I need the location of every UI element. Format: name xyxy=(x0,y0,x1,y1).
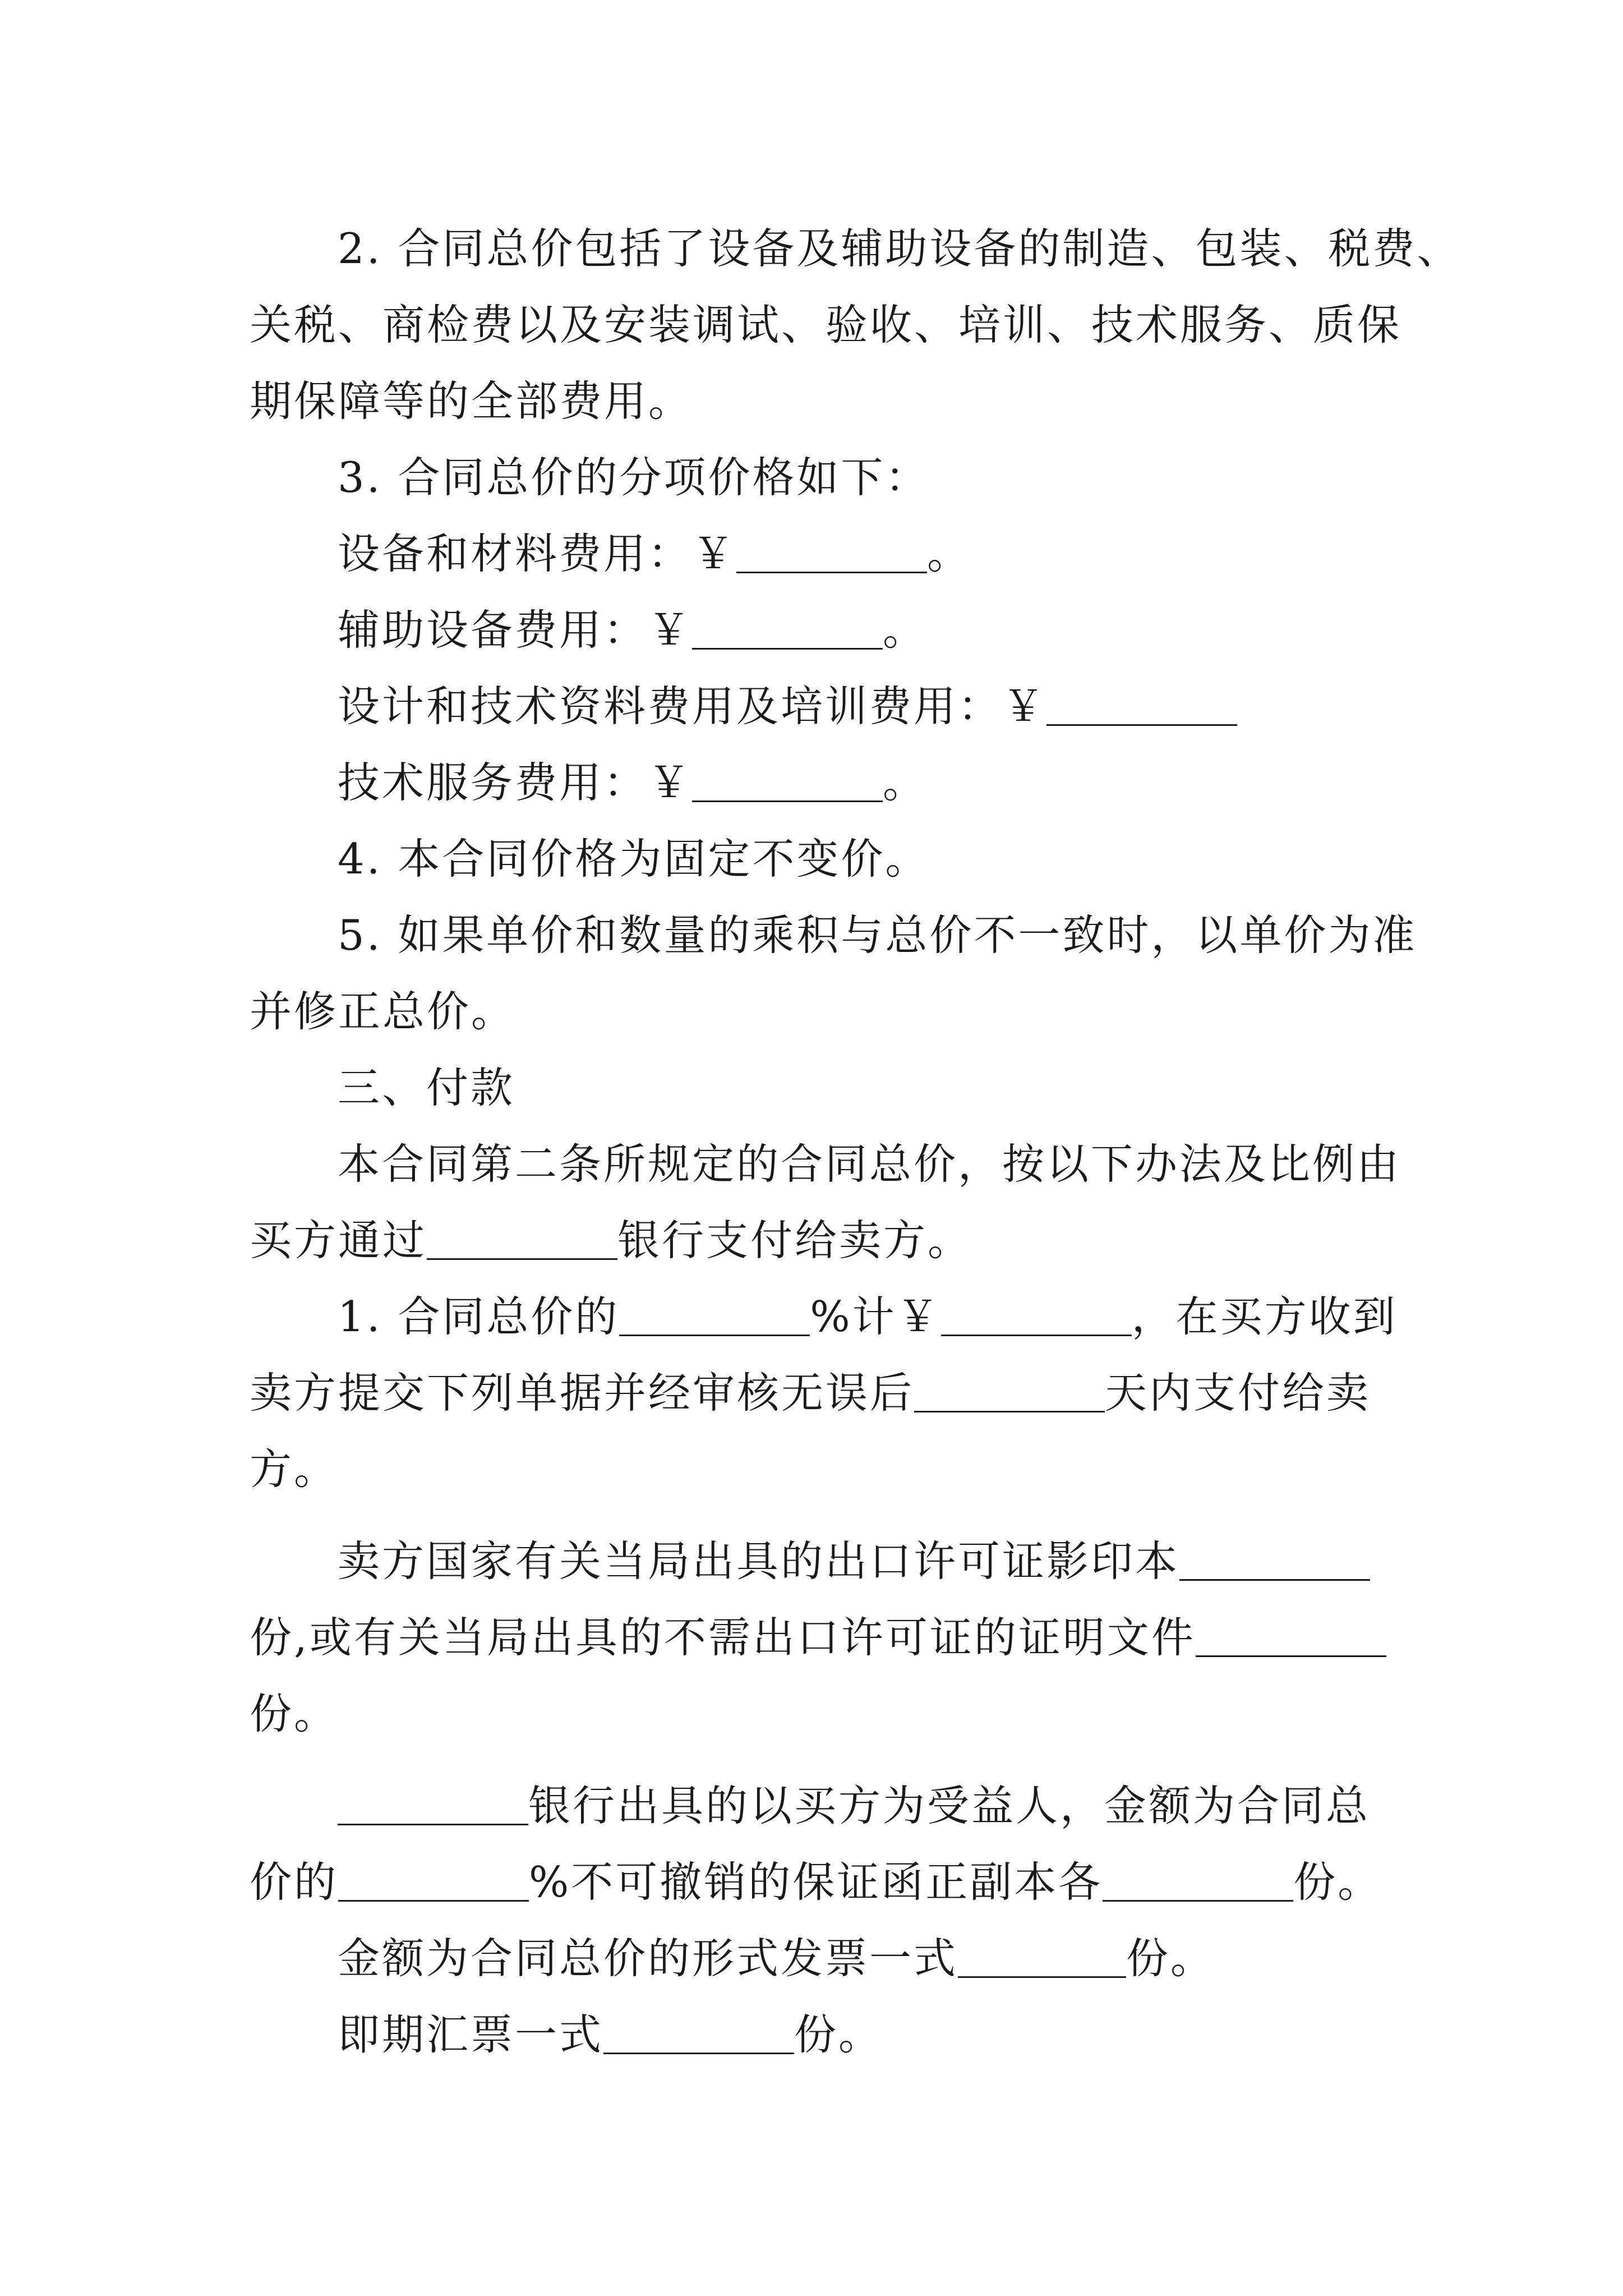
paragraph-4: 4. 本合同价格为固定不变价。 xyxy=(338,834,930,884)
guarantee-copies-blank xyxy=(1103,1860,1293,1902)
paragraph-5-line-2: 并修正总价。 xyxy=(250,987,516,1036)
equipment-cost-blank xyxy=(736,532,927,573)
design-training-cost-blank xyxy=(1046,684,1237,726)
percent-blank xyxy=(619,1295,810,1336)
sight-draft-line: 即期汇票一式 份。 xyxy=(338,2010,883,2059)
design-training-cost-label: 设计和技术资料费用及培训费用：￥ xyxy=(338,682,1047,731)
clause-1-line-3: 方。 xyxy=(250,1444,339,1494)
guarantee-line-1: 银行出具的以买方为受益人，金额为合同总 xyxy=(250,1768,1394,1844)
service-cost-line: 技术服务费用：￥ 。 xyxy=(338,758,928,807)
certificate-copies-blank xyxy=(1196,1616,1386,1657)
payment-intro-line-1: 本合同第二条所规定的合同总价，按以下办法及比例由 xyxy=(338,1139,1401,1189)
service-cost-label: 技术服务费用：￥ xyxy=(338,758,693,807)
bank-name-blank xyxy=(427,1218,617,1260)
clause-1-line-2: 卖方提交下列单据并经审核无误后 天内支付给卖 xyxy=(250,1368,1371,1418)
invoice-copies-blank xyxy=(958,1936,1126,1978)
export-license-copies-blank xyxy=(1179,1539,1370,1581)
clause-1-line-1: 1. 合同总价的 %计￥ ，在买方收到 xyxy=(338,1292,1398,1341)
paragraph-3: 3. 合同总价的分项价格如下： xyxy=(338,453,930,502)
service-cost-blank xyxy=(692,761,883,802)
section-3-heading: 三、付款 xyxy=(338,1063,515,1112)
auxiliary-cost-blank xyxy=(692,608,883,650)
draft-copies-blank xyxy=(603,2013,794,2054)
amount-blank xyxy=(941,1295,1132,1336)
auxiliary-cost-line: 辅助设备费用：￥ 。 xyxy=(338,605,928,655)
proforma-invoice-line: 金额为合同总价的形式发票一式 份。 xyxy=(338,1934,1215,1983)
equipment-cost-label: 设备和材料费用：￥ xyxy=(338,529,737,578)
guarantee-percent-blank xyxy=(338,1860,529,1902)
export-license-line-2: 份,或有关当局出具的不需出口许可证的证明文件 xyxy=(250,1599,1394,1676)
contract-body xyxy=(250,210,1461,2073)
design-training-cost-line xyxy=(250,668,1394,744)
guarantee-line-2: 价的 %不可撤销的保证函正副本各 份。 xyxy=(250,1857,1382,1907)
export-license-line-3: 份。 xyxy=(250,1689,339,1738)
export-license-line-1: 卖方国家有关当局出具的出口许可证影印本 xyxy=(250,1523,1394,1599)
payment-intro-line-2: 买方通过 银行支付给卖方。 xyxy=(250,1216,972,1265)
guarantee-bank-blank xyxy=(338,1784,528,1825)
days-blank xyxy=(914,1371,1105,1412)
paragraph-2-line-3: 期保障等的全部费用。 xyxy=(250,376,693,426)
paragraph-2-line-2: 关税、商检费以及安装调试、验收、培训、技术服务、质保 xyxy=(250,300,1402,349)
paragraph-2-line-1: 2. 合同总价包括了设备及辅助设备的制造、包装、税费、 xyxy=(338,224,1461,273)
paragraph-5-line-1: 5. 如果单价和数量的乘积与总价不一致时，以单价为准 xyxy=(338,910,1417,960)
equipment-cost-line: 设备和材料费用：￥ 。 xyxy=(338,529,972,578)
auxiliary-cost-label: 辅助设备费用：￥ xyxy=(338,605,693,655)
